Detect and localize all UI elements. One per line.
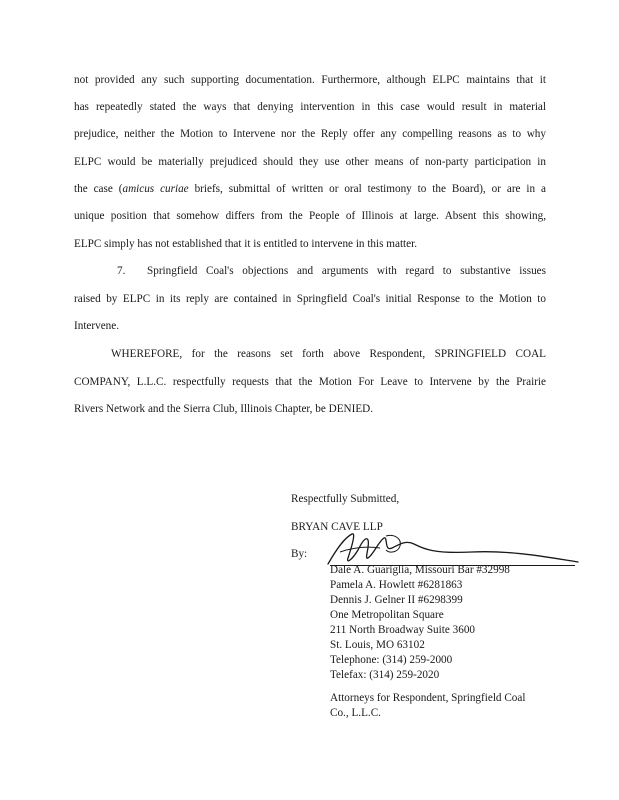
attorneys-for-line: Attorneys for Respondent, Springfield Coal <box>330 692 526 704</box>
body-line-amicus <box>74 182 546 196</box>
body-line <box>74 155 546 169</box>
closing-text: Respectfully Submitted, <box>291 493 400 505</box>
body-text: the case ( <box>74 183 123 195</box>
body-line-last: ELPC simply has not established that it is entitled to intervene in this matter. <box>74 238 418 250</box>
body-text: briefs, submittal of written or oral testimony to the Board), or are in a <box>188 183 546 195</box>
body-line: prejudice, neither the Motion to Intervene nor the Reply offer any compelling reasons as to why <box>74 128 546 140</box>
body-line: has repeatedly stated the ways that denying intervention in this case would result in material <box>74 101 546 113</box>
body-line: raised by ELPC in its reply are contained in Springfield Coal's initial Response to the Motion to <box>74 293 546 305</box>
address-line: Dale A. Guariglia, Missouri Bar #32998 <box>330 564 510 576</box>
italic-term: amicus curiae <box>122 183 189 195</box>
address-line: Telephone: (314) 259-2000 <box>330 654 453 666</box>
address-line: St. Louis, MO 63102 <box>330 639 425 651</box>
address-line: 211 North Broadway Suite 3600 <box>330 624 476 636</box>
by-label: By: <box>291 548 308 560</box>
address-line: One Metropolitan Square <box>330 609 444 621</box>
body-line: unique position that somehow differs from the People of Illinois at large. Absent this showing, <box>74 210 546 222</box>
address-line: Dennis J. Gelner II #6298399 <box>330 594 463 606</box>
body-line-text: ELPC would be materially prejudiced should they use other means of non-party participation in <box>74 156 546 168</box>
body-line: Springfield Coal's objections and arguments with regard to substantive issues <box>147 265 546 277</box>
wherefore-line: COMPANY, L.L.C. respectfully requests that the Motion For Leave to Intervene by the Prairie <box>74 376 546 388</box>
wherefore-line: WHEREFORE, for the reasons set forth above Respondent, SPRINGFIELD COAL <box>111 348 546 360</box>
wherefore-line-last: Rivers Network and the Sierra Club, Illinois Chapter, be DENIED. <box>74 403 374 415</box>
body-line-last: Intervene. <box>74 320 120 332</box>
attorneys-for-line: Co., L.L.C. <box>330 707 381 719</box>
address-line: Telefax: (314) 259-2020 <box>330 669 440 681</box>
paragraph-number: 7. <box>117 265 126 277</box>
address-line: Pamela A. Howlett #6281863 <box>330 579 463 591</box>
body-line: not provided any such supporting documentation. Furthermore, although ELPC maintains that it <box>74 74 546 86</box>
firm-name: BRYAN CAVE LLP <box>291 521 383 533</box>
